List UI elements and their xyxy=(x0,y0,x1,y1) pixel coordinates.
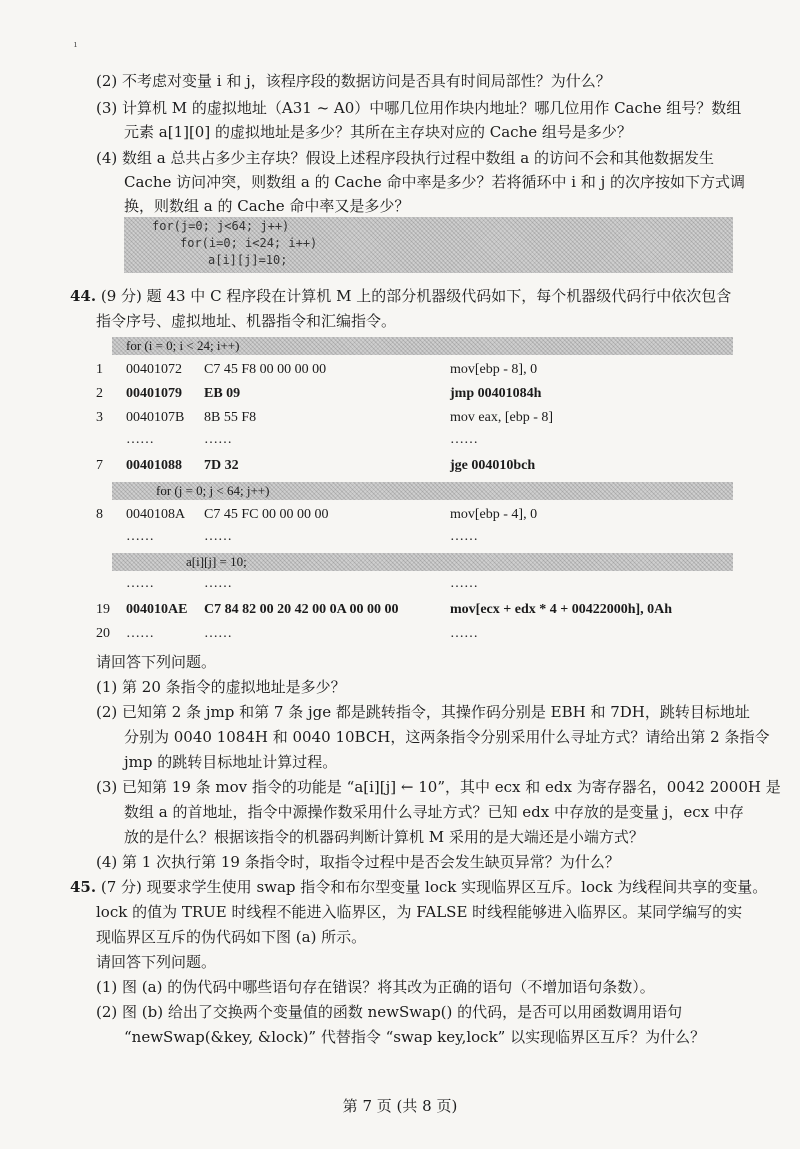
row-machine-code: 8B 55 F8 xyxy=(204,410,257,425)
q45-prompt: 请回答下列问题。 xyxy=(96,953,217,971)
q44-sub3-line3: 放的是什么？根据该指令的机器码判断计算机 M 采用的是大端还是小端方式？ xyxy=(124,828,644,846)
row-address: 004010AE xyxy=(126,602,188,617)
q44-prompt: 请回答下列问题。 xyxy=(96,653,217,671)
row-assembly: jge 004010bch xyxy=(450,458,536,473)
q45-intro-text: (7 分) 现要求学生使用 swap 指令和布尔型变量 lock 实现临界区互斥。lock 为线程间共享的变量。 xyxy=(100,878,768,896)
row-assembly: …… xyxy=(450,626,478,641)
q45-intro-line1 xyxy=(70,877,767,897)
row-number: 20 xyxy=(96,626,110,641)
q45-sub2-line2: “newSwap(&key, &lock)” 代替指令 “swap key,lock” 以实现临界区互斥？为什么？ xyxy=(124,1028,706,1046)
q44-sub3-line2: 数组 a 的首地址，指令中源操作数采用什么寻址方式？已知 edx 中存放的是变量 j，ecx 中存 xyxy=(124,803,744,821)
scan-mark: ı xyxy=(74,40,77,50)
q44-sub2-line1: (2) 已知第 2 条 jmp 和第 7 条 jge 都是跳转指令，其操作码分别是 EBH 和 7DH，跳转目标地址 xyxy=(96,703,750,721)
row-machine-code: EB 09 xyxy=(204,386,241,401)
asm-row-7 xyxy=(96,456,756,476)
asm-row-19 xyxy=(96,600,756,620)
row-machine-code: …… xyxy=(204,576,232,591)
asm-row-8 xyxy=(96,505,756,525)
band-inner-loop-text: for (j = 0; j < 64; j++) xyxy=(156,483,270,498)
row-assembly: …… xyxy=(450,432,478,447)
row-number: 8 xyxy=(96,507,103,522)
q44-intro-text: (9 分) 题 43 中 C 程序段在计算机 M 上的部分机器级代码如下，每个机器级代码行中依次包含 xyxy=(100,287,732,305)
row-assembly: mov[ebp - 8], 0 xyxy=(450,362,538,377)
code-line-inner-loop: for(i=0; i<24; i++) xyxy=(180,236,318,250)
q45-intro-line2: lock 的值为 TRUE 时线程不能进入临界区，为 FALSE 时线程能够进入临界区。某同学编写的实 xyxy=(96,903,743,921)
row-address: …… xyxy=(126,626,154,641)
row-address: 0040108A xyxy=(126,507,186,522)
q44-sub3-line1: (3) 已知第 19 条 mov 指令的功能是 “a[i][j] ← 10”，其中 ecx 和 edx 为寄存器名，0042 2000H 是 xyxy=(96,778,781,796)
q43-sub2: (2) 不考虑对变量 i 和 j，该程序段的数据访问是否具有时间局部性？为什么？ xyxy=(96,72,611,90)
page-footer: 第 7 页 (共 8 页) xyxy=(342,1097,458,1115)
q43-sub4-line1: (4) 数组 a 总共占多少主存块？假设上述程序段执行过程中数组 a 的访问不会和其他数据发生 xyxy=(96,149,714,167)
q44-sub2-line2: 分别为 0040 1084H 和 0040 10BCH，这两条指令分别采用什么寻址方式？请给出第 2 条指令 xyxy=(124,728,770,746)
row-machine-code: …… xyxy=(204,626,232,641)
row-assembly: mov[ebp - 4], 0 xyxy=(450,507,538,522)
row-machine-code: C7 45 F8 00 00 00 00 xyxy=(204,362,327,377)
asm-row-1 xyxy=(96,360,756,380)
row-assembly: …… xyxy=(450,576,478,591)
row-number: 2 xyxy=(96,386,103,401)
row-number: 19 xyxy=(96,602,110,617)
row-address: …… xyxy=(126,576,154,591)
band-outer-loop-text: for (i = 0; i < 24; i++) xyxy=(126,338,240,353)
row-address: 0040107B xyxy=(126,410,185,425)
row-machine-code: …… xyxy=(204,432,232,447)
q44-intro-line1 xyxy=(70,286,731,306)
row-assembly: jmp 00401084h xyxy=(450,386,542,401)
q44-sub1: (1) 第 20 条指令的虚拟地址是多少？ xyxy=(96,678,346,696)
row-address: 00401072 xyxy=(126,362,182,377)
row-machine-code: C7 84 82 00 20 42 00 0A 00 00 00 xyxy=(204,602,399,617)
asm-row-2 xyxy=(96,384,756,404)
code-band-inner-loop xyxy=(112,482,733,500)
row-number: 3 xyxy=(96,410,103,425)
row-address: …… xyxy=(126,432,154,447)
q45-sub2-line1: (2) 图 (b) 给出了交换两个变量值的函数 newSwap() 的代码，是否可以用函数调用语句 xyxy=(96,1003,683,1021)
row-machine-code: …… xyxy=(204,529,232,544)
asm-row-20 xyxy=(96,624,756,644)
q44-intro-line2: 指令序号、虚拟地址、机器指令和汇编指令。 xyxy=(96,312,397,330)
q43-sub4-line3: 换，则数组 a 的 Cache 命中率又是多少？ xyxy=(124,197,410,215)
q44-sub2-line3: jmp 的跳转目标地址计算过程。 xyxy=(124,753,338,771)
q43-sub4-line2: Cache 访问冲突，则数组 a 的 Cache 命中率是多少？若将循环中 i 和 j 的次序按如下方式调 xyxy=(124,173,746,191)
asm-row-ellipsis xyxy=(96,430,756,450)
row-address: 00401079 xyxy=(126,386,182,401)
row-address: 00401088 xyxy=(126,458,182,473)
row-number: 1 xyxy=(96,362,103,377)
row-assembly: mov[ecx + edx * 4 + 00422000h], 0Ah xyxy=(450,602,673,617)
q45-number: 45. xyxy=(70,878,97,896)
q43-sub3-line2: 元素 a[1][0] 的虚拟地址是多少？其所在主存块对应的 Cache 组号是多少？ xyxy=(124,123,632,141)
q45-intro-line3: 现临界区互斥的伪代码如下图 (a) 所示。 xyxy=(96,928,367,946)
row-machine-code: 7D 32 xyxy=(204,458,239,473)
q45-sub1: (1) 图 (a) 的伪代码中哪些语句存在错误？将其改为正确的语句（不增加语句条数）。 xyxy=(96,978,655,996)
asm-row-ellipsis xyxy=(96,574,756,594)
asm-row-3 xyxy=(96,408,756,428)
code-band-outer-loop xyxy=(112,337,733,355)
q44-sub4: (4) 第 1 次执行第 19 条指令时，取指令过程中是否会发生缺页异常？为什么？ xyxy=(96,853,620,871)
band-assignment-text: a[i][j] = 10; xyxy=(186,554,247,569)
q44-number: 44. xyxy=(70,287,97,305)
code-line-outer-loop: for(j=0; j<64; j++) xyxy=(152,219,290,233)
code-line-assignment: a[i][j]=10; xyxy=(208,253,288,267)
row-assembly: mov eax, [ebp - 8] xyxy=(450,410,554,425)
row-number: 7 xyxy=(96,458,103,473)
code-band-assignment xyxy=(112,553,733,571)
swapped-loop-code-box xyxy=(124,217,733,273)
asm-row-ellipsis xyxy=(96,527,756,547)
row-machine-code: C7 45 FC 00 00 00 00 xyxy=(204,507,329,522)
q43-sub3-line1: (3) 计算机 M 的虚拟地址（A31 ~ A0）中哪几位用作块内地址？哪几位用作 Cache 组号？数组 xyxy=(96,99,742,117)
row-address: …… xyxy=(126,529,154,544)
row-assembly: …… xyxy=(450,529,478,544)
